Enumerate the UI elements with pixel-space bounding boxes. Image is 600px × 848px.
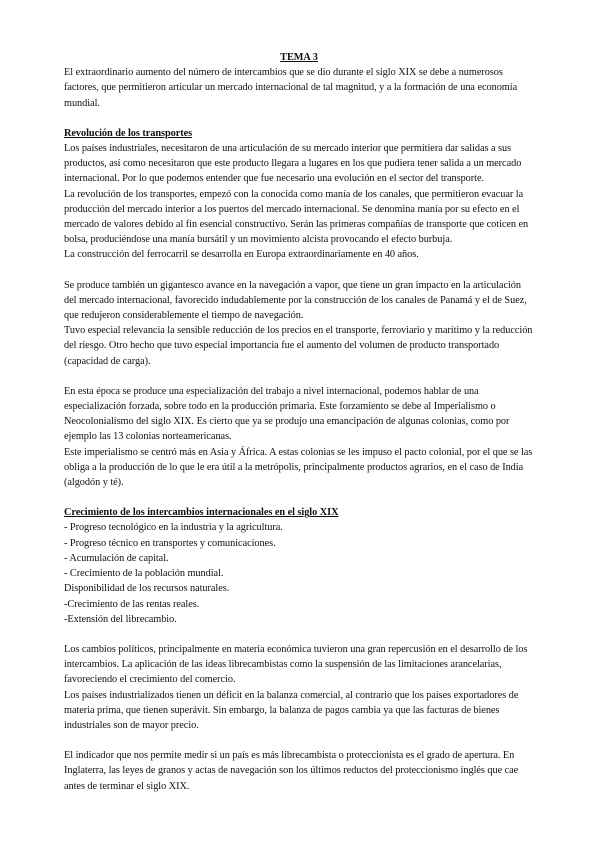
paragraph: Los países industrializados tienen un déficit en la balanza comercial, al contrario que los países exportadores de materia prima, que tienen superávit. Sin embargo, la balanza de pagos cambia ya que las facturas de bienes industriales son de mayor precio. bbox=[64, 689, 519, 731]
paragraph: Los países industriales, necesitaron de una articulación de su mercado interior que permitiera dar salidas a sus productos, así como necesitaron que este producto llegara a lugares en los que pudiera tener salida a un mercado internacional. Por lo que podemos entender que fue necesario una evolución en el sector del transporte. bbox=[64, 143, 522, 185]
paragraph: Se produce también un gigantesco avance en la navegación a vapor, que tiene un gran impacto en la articulación del mercado internacional, favorecido indudablemente por la construcción de los canales de Panamá y el de Suez, que redujeron considerablemente el tiempo de navegación. bbox=[64, 279, 527, 322]
paragraph: Este imperialismo se centró más en Asia y África. A estas colonias se les impuso el pacto colonial, por el que se las obliga a la producción de lo que le era útil a la metrópolis, principalmente productos agrarios, en el caso de India (algodón y té). bbox=[64, 446, 533, 489]
list-item: - Crecimiento de la población mundial. bbox=[64, 568, 224, 580]
section-heading-growth: Crecimiento de los intercambios internacionales en el siglo XIX bbox=[64, 507, 339, 519]
section-heading-transport: Revolución de los transportes bbox=[64, 127, 193, 139]
paragraph: El indicador que nos permite medir si un país es más librecambista o proteccionista es el grado de apertura. En Inglaterra, las leyes de granos y actas de navegación son los últimos reductos del proteccionismo inglés que cae antes de terminar el siglo XIX. bbox=[64, 750, 519, 792]
paragraph: La revolución de los transportes, empezó con la conocida como manía de los canales, que permitieron evacuar la producción del mercado interior a los puertos del mercado internacional. Se denomina manía por su efecto en el mercado de valores debido al fin esencial constructivo. Serán las primeras compañías de transporte que coticen en bolsa, produciéndose una manía bursátil y un movimiento alcista provocando el efecto burbuja. bbox=[64, 188, 529, 246]
list-item: -Crecimiento de las rentas reales. bbox=[64, 598, 200, 610]
list-item: - Progreso técnico en transportes y comunicaciones. bbox=[64, 537, 276, 549]
list-item: - Acumulación de capital. bbox=[64, 552, 169, 564]
page-title: TEMA 3 bbox=[280, 52, 318, 63]
intro-paragraph: El extraordinario aumento del número de intercambios que se dio durante el siglo XIX se debe a numerosos factores, que permitieron articular un mercado internacional de tal magnitud, y a la formación de una economía mundial. bbox=[64, 67, 518, 109]
spacer bbox=[64, 733, 534, 748]
paragraph: La construcción del ferrocarril se desarrolla en Europa extraordinariamente en 40 años. bbox=[64, 249, 419, 261]
paragraph: En esta época se produce una especialización del trabajo a nivel internacional, podemos hablar de una especialización forzada, sobre todo en la producción primaria. Este forzamiento se debe al Imperialismo o Neocolonialismo del siglo XIX. Es cierto que ya se produjo una emancipación de algunas colonias, como por ejemplo las 13 colonias norteamericanas. bbox=[64, 385, 510, 443]
spacer bbox=[64, 627, 534, 642]
paragraph: Tuvo especial relevancia la sensible reducción de los precios en el transporte, ferroviario y marítimo y la reducción del riesgo. Otro hecho que tuvo especial importancia fue el aumento del volumen de producto transportado (capacidad de carga). bbox=[64, 325, 533, 367]
spacer bbox=[64, 111, 534, 126]
factor-list bbox=[64, 520, 534, 626]
spacer bbox=[64, 490, 534, 505]
document-body bbox=[64, 50, 534, 794]
list-item: - Progreso tecnológico en la industria y la agricultura. bbox=[64, 522, 283, 534]
spacer bbox=[64, 369, 534, 384]
spacer bbox=[64, 263, 534, 278]
paragraph: Los cambios políticos, principalmente en materia económica tuvieron una gran repercusión en el desarrollo de los intercambios. La aplicación de las ideas librecambistas como la suspensión de las limitaciones arancelarias, favoreciendo el crecimiento del comercio. bbox=[64, 643, 528, 686]
list-item: -Extensión del librecambio. bbox=[64, 613, 177, 625]
list-item: Disponibilidad de los recursos naturales. bbox=[64, 583, 230, 595]
